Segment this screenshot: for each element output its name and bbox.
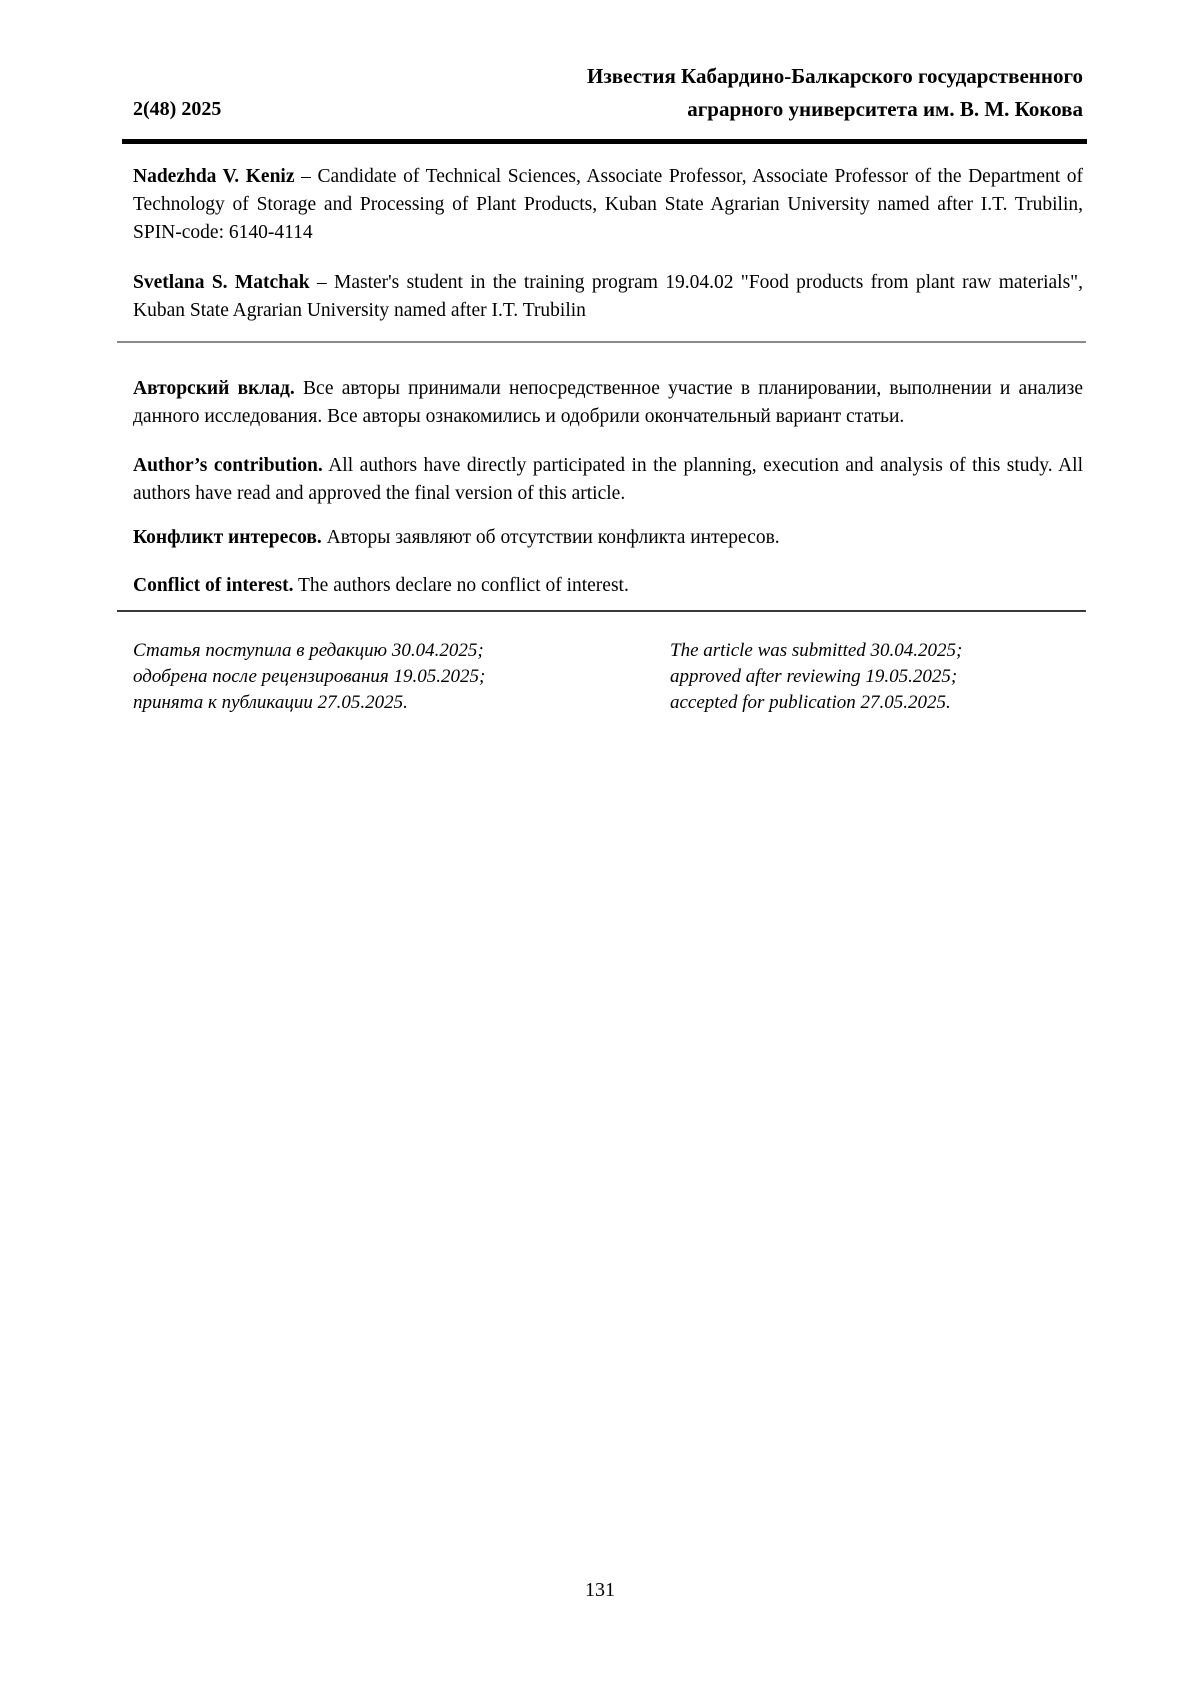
dash-separator: – [301, 166, 311, 187]
conflict-text-ru: Авторы заявляют об отсутствии конфликта интересов. [326, 527, 780, 548]
article-dates-ru [133, 638, 670, 716]
statement-author-contribution-ru [133, 375, 1083, 431]
statement-conflict-en [133, 572, 1083, 600]
statement-text-ru: Все авторы принимали непосредственное участие в планировании, выполнении и анализе данного исследования. Все авторы ознакомились и одобрили окончательный вариант статьи. [133, 378, 1083, 427]
date-approved-ru: одобрена после рецензирования 19.05.2025; [133, 666, 486, 687]
author-bio-keniz [133, 163, 1083, 247]
author-bio-matchak [133, 269, 1083, 325]
article-dates [133, 638, 1083, 716]
journal-title-line2: аграрного университета им. В. М. Кокова [687, 97, 1083, 121]
conflict-label-en: Conflict of interest. [133, 575, 294, 596]
article-dates-en [670, 638, 1083, 716]
section-divider-top [117, 341, 1086, 343]
date-approved-en: approved after reviewing 19.05.2025; [670, 666, 958, 687]
statement-label-en: Author’s contribution. [133, 455, 323, 476]
dash-separator: – [316, 272, 327, 293]
author-name-matchak: Svetlana S. Matchak [133, 272, 310, 293]
page-number: 131 [585, 1579, 615, 1601]
date-submitted-en: The article was submitted 30.04.2025; [670, 640, 963, 661]
statement-conflict-ru [133, 524, 1083, 552]
author-name-keniz: Nadezhda V. Keniz [133, 166, 295, 187]
statement-text-en: All authors have directly participated in the planning, execution and analysis of this study. All authors have read and approved the final version of this article. [133, 455, 1083, 504]
date-accepted-ru: принята к публикации 27.05.2025. [133, 692, 408, 713]
statement-label-ru: Авторский вклад. [133, 378, 295, 399]
date-accepted-en: accepted for publication 27.05.2025. [670, 692, 951, 713]
page-header [133, 0, 1083, 126]
page-content [0, 0, 1200, 716]
journal-title [587, 60, 1083, 126]
conflict-text-en: The authors declare no conflict of interest. [298, 575, 629, 596]
author-bio-matchak-text: Master's student in the training program 19.04.02 "Food products from plant raw materials", Kuban State Agrarian University named after I.T. Trubilin [133, 272, 1084, 321]
journal-title-line1: Известия Кабардино-Балкарского государственного [587, 64, 1083, 88]
author-bio-keniz-text: Candidate of Technical Sciences, Associate Professor, Associate Professor of the Department of Technology of Storage and Processing of Plant Products, Kuban State Agrarian University named after I.T. Trubilin, SPIN-code: 6140-4114 [133, 166, 1084, 243]
conflict-label-ru: Конфликт интересов. [133, 527, 322, 548]
issue-number: 2(48) 2025 [133, 98, 222, 120]
statement-author-contribution-en [133, 452, 1083, 508]
section-divider-bottom [117, 610, 1086, 612]
header-rule [122, 139, 1087, 144]
date-submitted-ru: Статья поступила в редакцию 30.04.2025; [133, 640, 484, 661]
